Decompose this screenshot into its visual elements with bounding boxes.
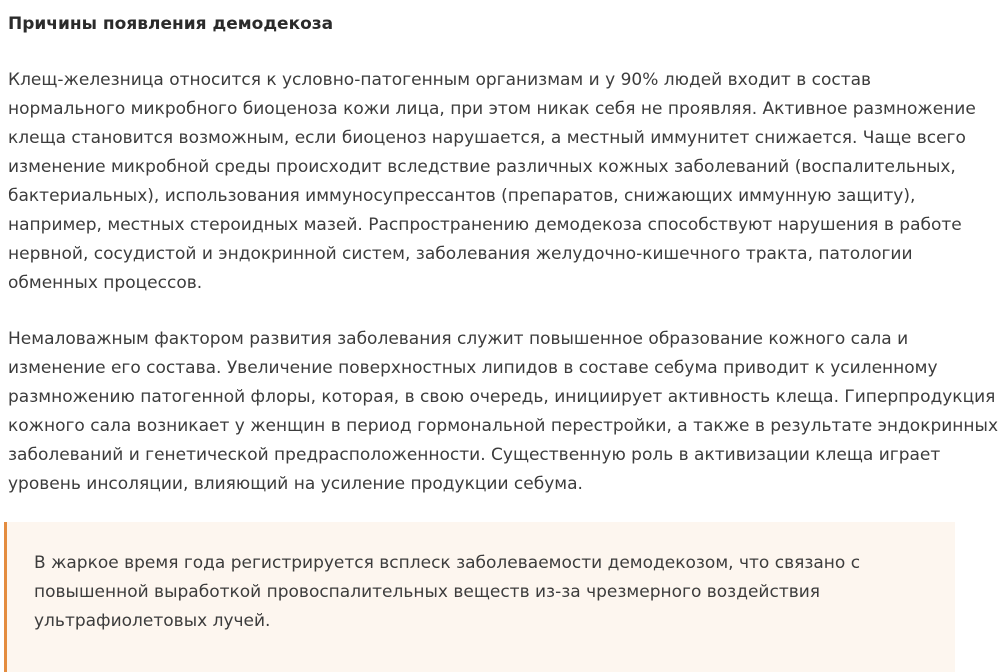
paragraph-line: Клещ-железница относится к условно-патогенным организмам и у 90% людей входит в состав — [8, 70, 872, 90]
paragraph-line: обменных процессов. — [8, 273, 203, 293]
paragraph-line: изменение его состава. Увеличение поверхностных липидов в составе себума приводит к усиленному — [8, 358, 938, 378]
paragraph-line: Немаловажным фактором развития заболевания служит повышенное образование кожного сала и — [8, 329, 909, 349]
callout-line: В жаркое время года регистрируется всплеск заболеваемости демодекозом, что связано с — [34, 553, 861, 573]
paragraph-causes — [8, 66, 983, 298]
paragraph-line: изменение микробной среды происходит вследствие различных кожных заболеваний (воспалительных, — [8, 157, 956, 177]
callout-note — [4, 522, 955, 672]
paragraph-line: нормального микробного биоценоза кожи лица, при этом никак себя не проявляя. Активное размножение — [8, 99, 976, 119]
paragraph-line: нервной, сосудистой и эндокринной систем, заболевания желудочно-кишечного тракта, патологии — [8, 244, 913, 264]
paragraph-line: размножению патогенной флоры, которая, в свою очередь, инициирует активность клеща. Гиперпродукция — [8, 387, 996, 407]
paragraph-line: клеща становится возможным, если биоценоз нарушается, а местный иммунитет снижается. Чаще всего — [8, 128, 966, 148]
callout-line: ультрафиолетовых лучей. — [34, 611, 271, 631]
paragraph-line: например, местных стероидных мазей. Распространению демодекоза способствуют нарушения в работе — [8, 215, 962, 235]
paragraph-line: заболеваний и генетической предрасположенности. Существенную роль в активизации клеща играет — [8, 445, 941, 465]
paragraph-line: бактериальных), использования иммуносупрессантов (препаратов, снижающих иммунную защиту), — [8, 186, 916, 206]
section-heading: Причины появления демодекоза — [8, 14, 334, 34]
paragraph-line: уровень инсоляции, влияющий на усиление продукции себума. — [8, 474, 583, 494]
callout-text — [34, 549, 860, 636]
paragraph-line: кожного сала возникает у женщин в период гормональной перестройки, а также в результате эндокринных — [8, 416, 999, 436]
callout-line: повышенной выработкой провоспалительных веществ из-за чрезмерного воздействия — [34, 582, 821, 602]
paragraph-sebum — [8, 325, 999, 499]
